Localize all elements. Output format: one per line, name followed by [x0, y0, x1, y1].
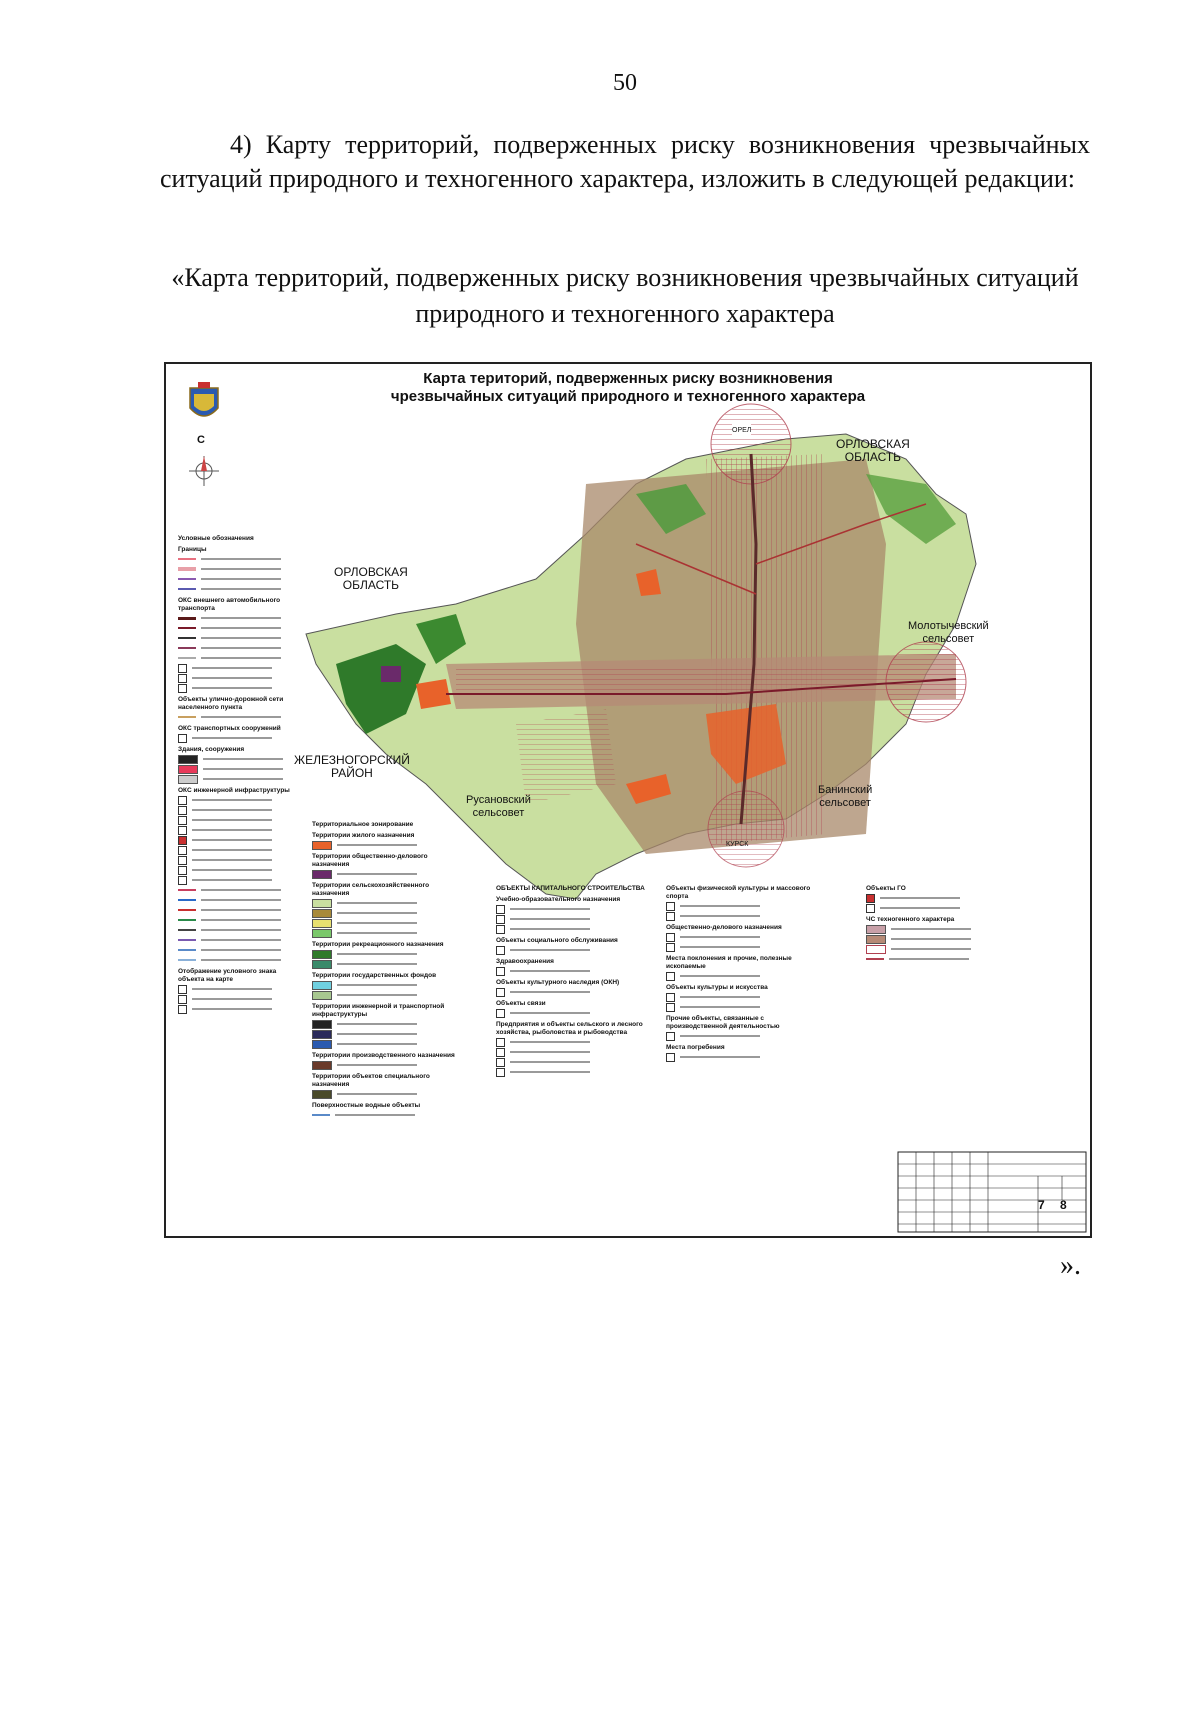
risk-circle-south — [708, 791, 784, 867]
civil-defense-icon — [866, 894, 875, 903]
map-drawing — [166, 364, 1090, 1236]
risk-zone-ns-inner — [706, 454, 826, 844]
compass-rose-icon — [189, 456, 219, 486]
map-figure — [164, 362, 1092, 1238]
bus-station-icon — [178, 664, 187, 673]
legend-heading: Условные обозначения — [178, 535, 254, 542]
kindergarten-icon — [496, 915, 505, 924]
siren-icon — [866, 904, 875, 913]
service-station-icon — [178, 674, 187, 683]
hydro-structure-icon — [178, 876, 187, 885]
compass-letter: С — [197, 434, 205, 446]
legend-column-5: Объекты ГО ЧС техногенного характера — [866, 882, 1016, 964]
map-title — [166, 370, 1090, 406]
storage-icon — [496, 1058, 505, 1067]
risk-zone-ew-hatch — [456, 669, 956, 694]
label-rusanovsky: Русановский сельсовет — [466, 794, 531, 819]
antenna-icon — [178, 856, 187, 865]
tower-icon — [178, 846, 187, 855]
industrial-west — [381, 666, 401, 682]
title-block-grid — [898, 1152, 1086, 1232]
label-molotychevsky: Молотычевский сельсовет — [908, 620, 989, 645]
church-icon — [666, 972, 675, 981]
gas-distribution-icon — [178, 836, 187, 845]
sports-hall-icon — [666, 912, 675, 921]
shop-icon — [666, 943, 675, 952]
settlement-west — [416, 679, 451, 709]
label-orel-region-w: ОРЛОВСКАЯ ОБЛАСТЬ — [334, 565, 408, 592]
water-intake-icon — [178, 816, 187, 825]
water-tower-icon — [178, 796, 187, 805]
label-kursk: КУРСК — [726, 841, 749, 848]
map-title-line2: чрезвычайных ситуаций природного и техногенного характера — [390, 388, 866, 405]
label-orel-region-ne: ОРЛОВСКАЯ ОБЛАСТЬ — [836, 437, 910, 464]
label-orel: ОРЕЛ — [732, 424, 751, 437]
library-icon — [496, 925, 505, 934]
stadium-icon — [666, 902, 675, 911]
treatment-plant-icon — [178, 866, 187, 875]
legend-column-3: ОБЪЕКТЫ КАПИТАЛЬНОГО СТРОИТЕЛЬСТВА Учебно-образовательного назначения Объекты социального обслуживания Здравоохранения Объекты культурного наследия (ОКН) Объекты связи Предприятия и объекты сельского и лесного хозяйства, рыболовства и рыбоводства — [496, 882, 646, 1077]
factory-icon — [666, 1032, 675, 1041]
legend-column-1: Условные обозначения Границы ОКС внешнего автомобильного транспорта Объекты улично-дорожной сети населенного пункта ОКС транспортных сооружений Здания, сооружения ОКС инженерной инфраструктуры Отображение условного знака объекта на карте — [178, 532, 303, 1014]
monument-icon — [496, 988, 505, 997]
social-service-icon — [496, 946, 505, 955]
label-baninsky: Банинский сельсовет — [818, 784, 873, 809]
legend-column-2: Территориальное зонирование Территории жилого назначения Территории общественно-делового назначения Территории сельскохозяйственного назначения Территории рекреационного назначения Территории государственных фондов Территории инженерной и транспортной инфраструктуры Территории производственного назначения Территории объектов специального назначения Поверхностные водные объекты — [312, 818, 462, 1120]
admin-building-icon — [666, 933, 675, 942]
post-office-icon — [496, 1009, 505, 1018]
club-icon — [666, 993, 675, 1002]
school-icon — [496, 905, 505, 914]
livestock-icon — [496, 1048, 505, 1057]
page-number: 50 — [613, 70, 637, 96]
body-paragraph: 4) Карту территорий, подверженных риску возникновения чрезвычайных ситуаций природного и техногенного характера, изложить в следующей редакции: — [160, 130, 1090, 193]
quoted-map-title: «Карта территорий, подверженных риску возникновения чрезвычайных ситуаций природного и техногенного характера — [171, 263, 1079, 328]
bridge-icon — [178, 734, 187, 743]
sheet-number: 7 8 — [1038, 1198, 1073, 1212]
cemetery-icon — [666, 1053, 675, 1062]
transformer-icon — [178, 826, 187, 835]
clinic-icon — [496, 967, 505, 976]
closing-quote: ». — [1060, 1250, 1081, 1281]
processing-icon — [496, 1068, 505, 1077]
farm-icon — [496, 1038, 505, 1047]
museum-icon — [666, 1003, 675, 1012]
map-title-line1: Карта територий, подверженных риску возникновения — [423, 370, 833, 387]
pump-station-icon — [178, 806, 187, 815]
legend-column-4: Объекты физической культуры и массового спорта Общественно-делового назначения Места поклонения и прочие, полезные ископаемые Объекты культуры и искусства Прочие объекты, связанные с производственной деятельностью Места погребения — [666, 882, 816, 1062]
label-zheleznogorsk: ЖЕЛЕЗНОГОРСКИЙ РАЙОН — [294, 753, 410, 780]
gas-station-icon — [178, 684, 187, 693]
